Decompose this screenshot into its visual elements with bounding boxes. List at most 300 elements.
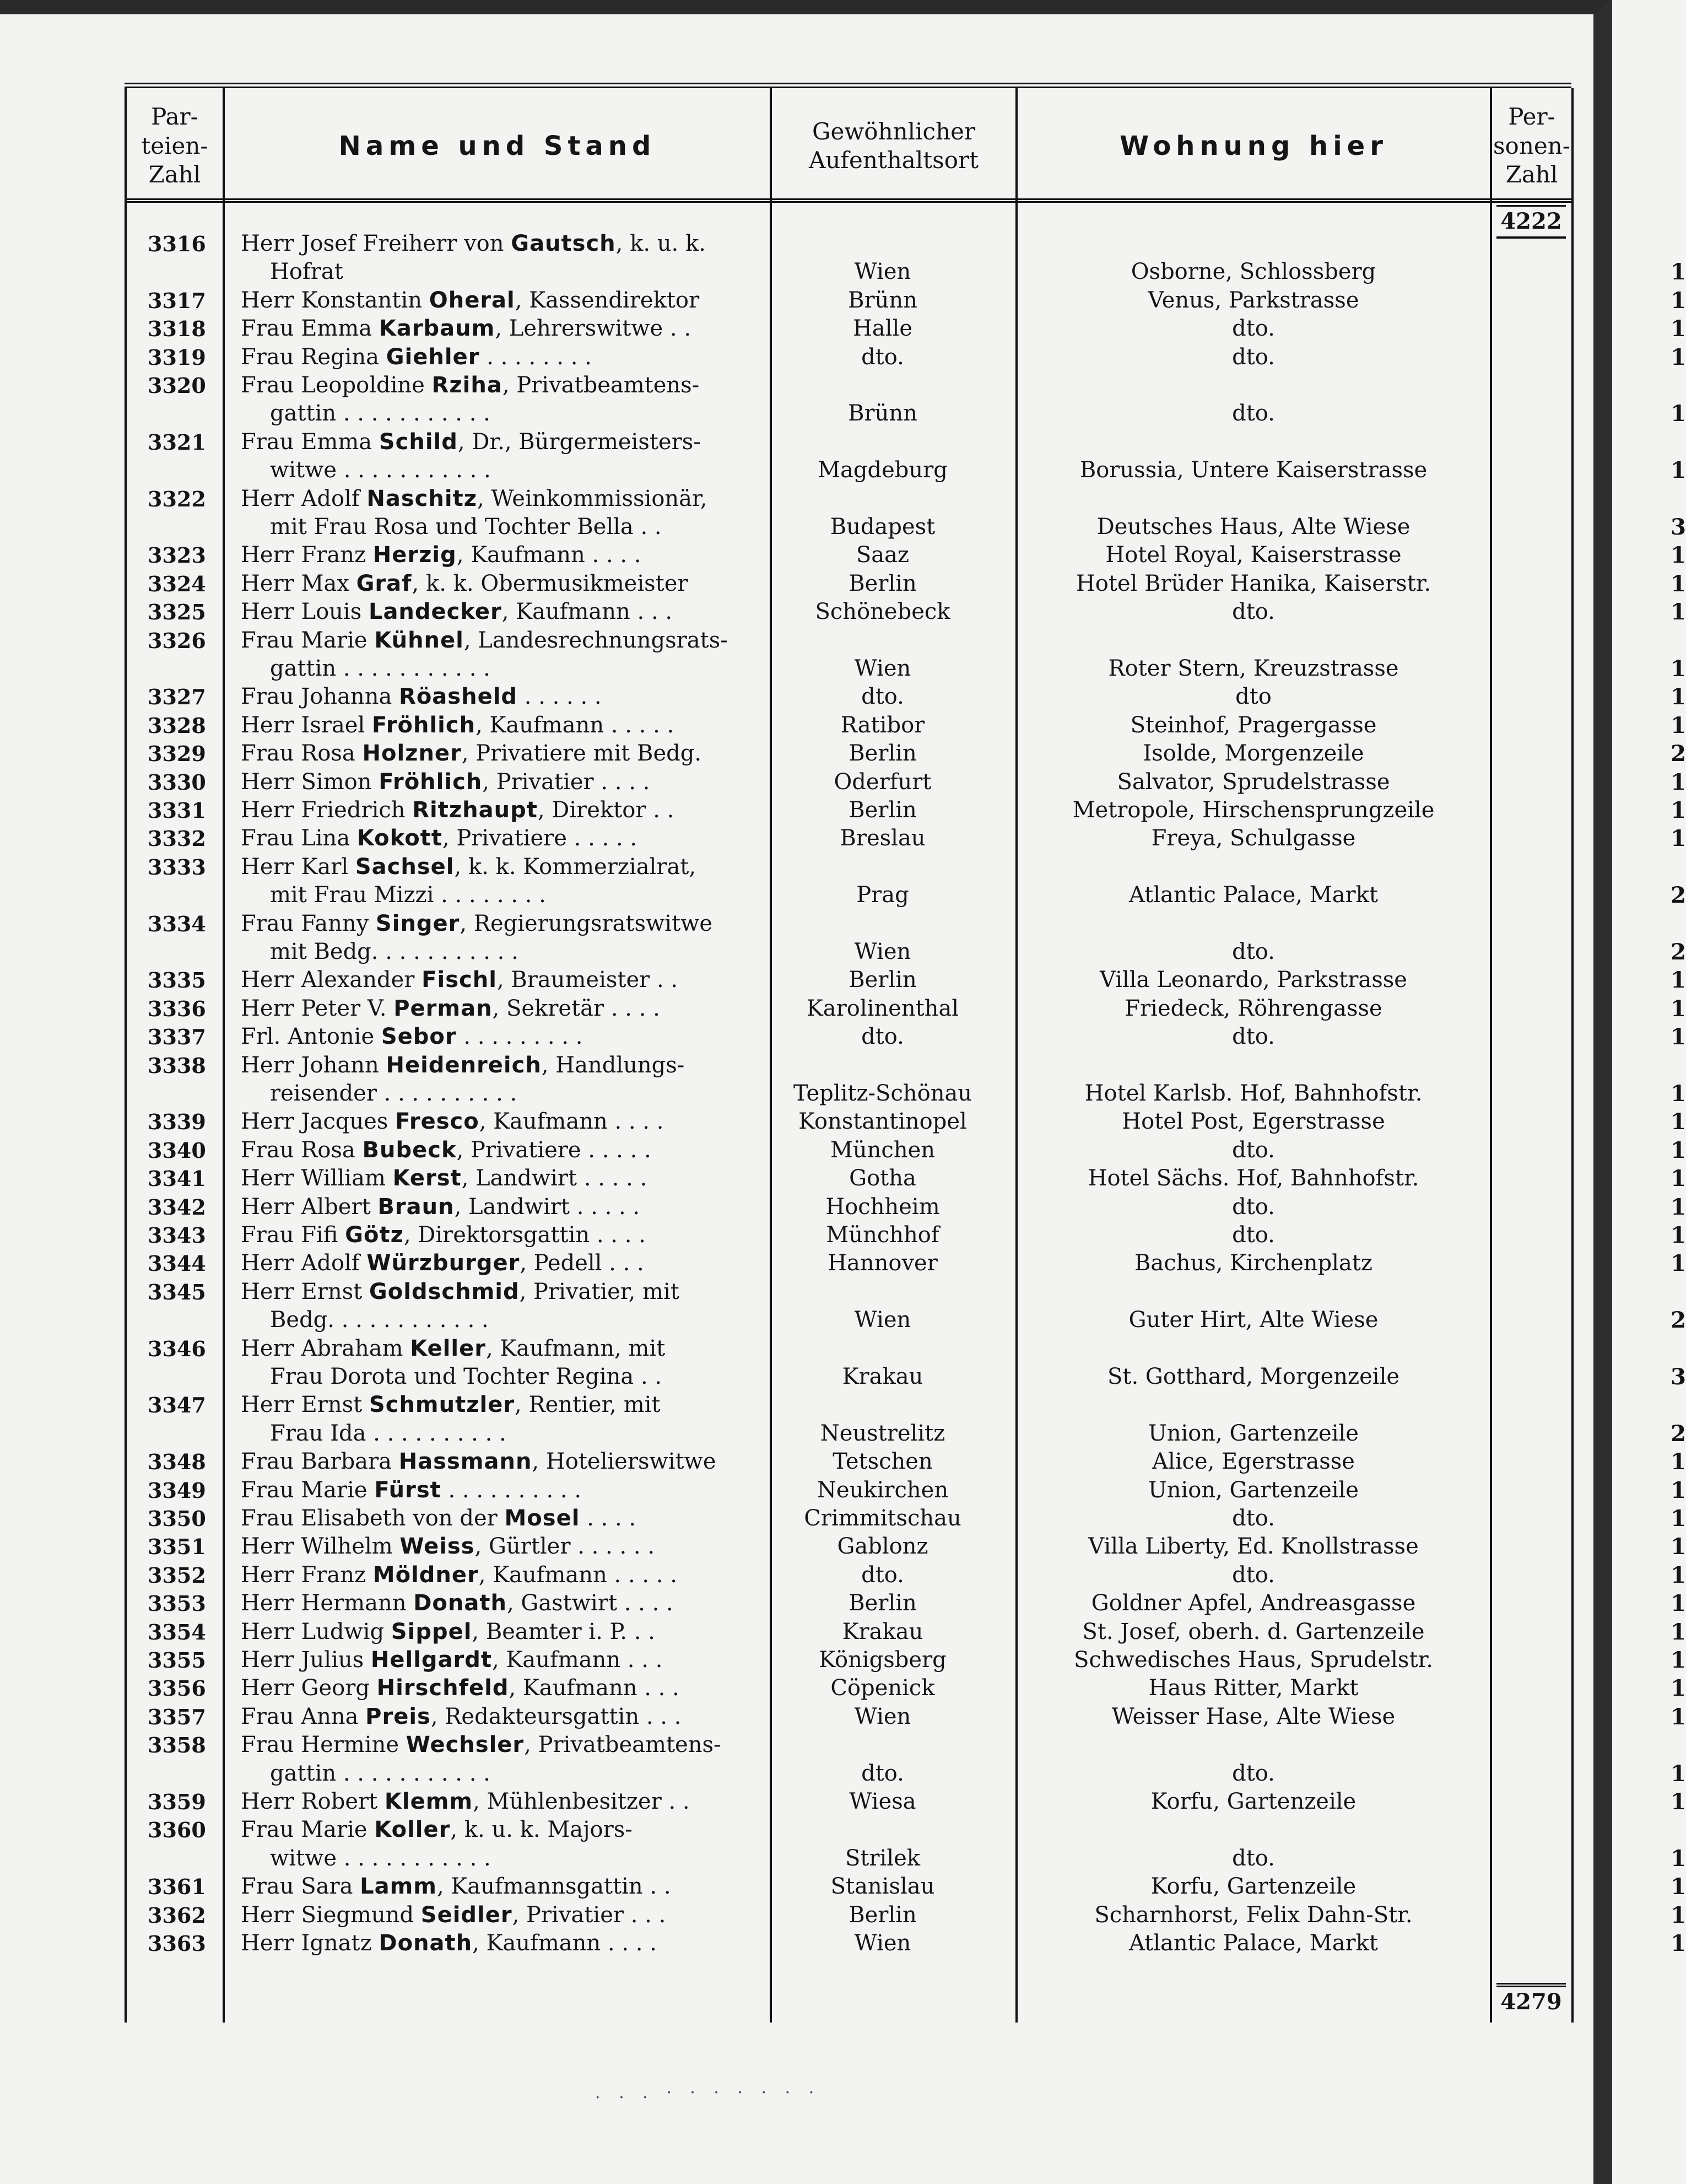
- guest-title: Frau Rosa: [241, 741, 363, 767]
- person-count: 1: [1671, 684, 1686, 710]
- guest-title: Herr Georg: [241, 1675, 377, 1701]
- usual-residence: Krakau: [842, 1363, 923, 1389]
- person-count: 1: [1671, 401, 1686, 427]
- guest-status: , Handlungs-: [541, 1052, 685, 1078]
- lodging-address: Bachus, Kirchenplatz: [1134, 1250, 1372, 1276]
- guest-status-continued: mit Frau Mizzi . . . . . . . .: [270, 882, 546, 908]
- usual-residence: Königsberg: [819, 1647, 947, 1673]
- guest-surname: Graf: [356, 570, 412, 596]
- lodging-address: Isolde, Morgenzeile: [1143, 741, 1364, 767]
- lodging-address: Atlantic Palace, Markt: [1129, 882, 1378, 908]
- table-row: [127, 995, 1686, 1023]
- party-number: 3361: [148, 1874, 206, 1900]
- guest-status: , Landwirt . . . . .: [461, 1166, 647, 1191]
- guest-surname: Schmutzler: [369, 1392, 515, 1418]
- party-number: 3358: [148, 1733, 206, 1758]
- lodging-address: dto.: [1232, 1845, 1275, 1871]
- lodging-address: dto.: [1232, 1562, 1275, 1588]
- table-row: [127, 1249, 1686, 1277]
- guest-surname: Perman: [393, 995, 493, 1021]
- guest-status: , Mühlenbesitzer . .: [473, 1789, 690, 1814]
- guest-title: Herr Konstantin: [241, 287, 429, 313]
- person-count: 2: [1671, 1420, 1686, 1447]
- person-count: 1: [1671, 1760, 1686, 1787]
- guest-title: Herr Alexander: [241, 967, 422, 993]
- guest-status: , Kassendirektor: [515, 287, 700, 313]
- guest-status: , Privatiere mit Bedg.: [461, 741, 702, 767]
- table-row: [127, 796, 1686, 824]
- party-number: 3343: [148, 1223, 206, 1248]
- guest-status: , k. u. k.: [615, 231, 706, 256]
- guest-surname: Wechsler: [406, 1732, 525, 1758]
- lodging-address: Korfu, Gartenzeile: [1150, 1789, 1357, 1814]
- usual-residence: Gablonz: [837, 1534, 928, 1560]
- guest-name: [241, 1731, 880, 1759]
- party-number: 3362: [148, 1902, 206, 1928]
- guest-title: Herr Adolf: [241, 1250, 367, 1276]
- table-row: [127, 1476, 1686, 1504]
- guest-surname: Ritzhaupt: [412, 797, 538, 823]
- party-number: 3346: [148, 1336, 206, 1361]
- party-number: 3316: [148, 231, 206, 256]
- table-row: [127, 1929, 1686, 1957]
- table-row: [127, 598, 1686, 626]
- guest-title: Frau Emma: [241, 429, 379, 455]
- lodging-address: Salvator, Sprudelstrasse: [1117, 769, 1390, 795]
- party-number: 3330: [148, 769, 206, 795]
- party-number: 3363: [148, 1931, 206, 1956]
- guest-title: Herr Friedrich: [241, 797, 413, 823]
- guest-surname: Donath: [413, 1590, 507, 1616]
- guest-title: Herr Julius: [241, 1647, 371, 1673]
- guest-title: Herr Franz: [241, 1562, 373, 1588]
- guest-surname: Oheral: [429, 287, 515, 313]
- guest-surname: Giehler: [386, 344, 480, 370]
- table-row: [127, 740, 1686, 768]
- guest-surname: Singer: [375, 910, 460, 936]
- guest-status: , Kaufmann . . . .: [456, 542, 641, 568]
- usual-residence: Wien: [854, 1703, 911, 1729]
- table-row: [127, 1788, 1686, 1816]
- person-count: 1: [1671, 995, 1686, 1022]
- table-row: [127, 768, 1686, 796]
- guest-status: , Privatbeamtens-: [502, 373, 700, 398]
- guest-name: [241, 485, 880, 513]
- usual-residence: Schönebeck: [815, 599, 950, 625]
- usual-residence: Hochheim: [825, 1194, 940, 1220]
- guest-status: , Direktorsgattin . . . .: [403, 1222, 646, 1248]
- guest-status-continued: gattin . . . . . . . . . . .: [270, 655, 490, 681]
- guest-title: Herr Franz: [241, 542, 373, 568]
- person-count: 1: [1671, 712, 1686, 738]
- lodging-address: dto.: [1232, 1137, 1275, 1163]
- table-row: [127, 1164, 1686, 1193]
- table-row: [127, 1561, 1686, 1589]
- lodging-address: Villa Leonardo, Parkstrasse: [1100, 967, 1407, 993]
- table-row: [127, 230, 1686, 287]
- guest-surname: Fürst: [374, 1477, 441, 1503]
- guest-surname: Mosel: [504, 1506, 580, 1531]
- usual-residence: Cöpenick: [830, 1675, 935, 1701]
- person-count: 1: [1671, 1930, 1686, 1956]
- guest-title: Frau Sara: [241, 1874, 360, 1900]
- guest-status: , Kaufmann . . . .: [479, 1109, 664, 1135]
- guest-status: , Regierungsratswitwe: [460, 910, 713, 936]
- lodging-address: Hotel Sächs. Hof, Bahnhofstr.: [1088, 1166, 1419, 1191]
- table-row: [127, 1703, 1686, 1731]
- party-number: 3328: [148, 713, 206, 738]
- lodging-address: Steinhof, Pragergasse: [1130, 712, 1377, 738]
- guest-title: Herr Jacques: [241, 1109, 396, 1135]
- guest-title: Herr Ludwig: [241, 1619, 391, 1644]
- lodging-address: dto: [1235, 684, 1272, 710]
- guest-title: Frau Marie: [241, 1817, 375, 1843]
- party-number: 3329: [148, 741, 206, 767]
- column-rule: [1571, 88, 1574, 2023]
- lodging-address: St. Josef, oberh. d. Gartenzeile: [1082, 1619, 1425, 1644]
- table-row: [127, 287, 1686, 315]
- lodging-address: dto.: [1232, 1760, 1275, 1786]
- guest-status-continued: witwe . . . . . . . . . . .: [270, 1845, 491, 1871]
- guest-name: [241, 1278, 880, 1306]
- table-row: [127, 315, 1686, 343]
- party-number: 3324: [148, 571, 206, 596]
- usual-residence: Berlin: [849, 570, 917, 596]
- guest-title: Frau Elisabeth von der: [241, 1506, 505, 1531]
- party-number: 3345: [148, 1279, 206, 1304]
- party-number: 3356: [148, 1676, 206, 1701]
- party-number: 3347: [148, 1393, 206, 1418]
- lodging-address: dto.: [1232, 1222, 1275, 1248]
- guest-title: Herr Adolf: [241, 486, 367, 511]
- guest-status-continued: mit Frau Rosa und Tochter Bella . .: [270, 514, 662, 540]
- usual-residence: Ratibor: [840, 712, 925, 738]
- guest-status-continued: Frau Ida . . . . . . . . . .: [270, 1420, 506, 1446]
- lodging-address: Haus Ritter, Markt: [1148, 1675, 1359, 1701]
- usual-residence: Berlin: [849, 967, 917, 993]
- table-row: [127, 1901, 1686, 1929]
- usual-residence: Münchhof: [826, 1222, 939, 1248]
- person-count: 1: [1671, 1845, 1686, 1872]
- guest-title: Frau Fanny: [241, 910, 376, 936]
- guest-surname: Heidenreich: [386, 1052, 542, 1078]
- lodging-address: dto.: [1232, 599, 1275, 625]
- lodging-address: Deutsches Haus, Alte Wiese: [1096, 514, 1411, 540]
- guest-status: . . . . . . . . .: [456, 1024, 583, 1050]
- guest-status-continued: Bedg. . . . . . . . . . . .: [270, 1307, 489, 1333]
- person-count: 1: [1671, 344, 1686, 370]
- guest-surname: Keller: [410, 1335, 486, 1361]
- usual-residence: Berlin: [849, 797, 917, 823]
- usual-residence: Berlin: [849, 1590, 917, 1616]
- party-number: 3360: [148, 1818, 206, 1843]
- guest-status-continued: mit Bedg. . . . . . . . . . .: [270, 939, 518, 964]
- guest-title: Herr Abraham: [241, 1335, 410, 1361]
- table-row: [127, 1618, 1686, 1646]
- person-count: 2: [1671, 741, 1686, 767]
- lodging-address: dto.: [1232, 939, 1275, 964]
- usual-residence: Halle: [853, 316, 912, 342]
- guest-surname: Gautsch: [511, 231, 616, 256]
- usual-residence: Teplitz-Schönau: [793, 1080, 972, 1106]
- usual-residence: Neustrelitz: [820, 1420, 945, 1446]
- guest-status: , k. k. Kommerzialrat,: [454, 854, 696, 880]
- guest-name: [241, 627, 880, 655]
- party-number: 3319: [148, 344, 206, 370]
- guest-title: Herr Hermann: [241, 1590, 414, 1616]
- person-count: 1: [1671, 1534, 1686, 1560]
- person-count: 1: [1671, 599, 1686, 625]
- table-row: [127, 711, 1686, 740]
- party-number: 3336: [148, 996, 206, 1021]
- guest-name: [241, 1816, 880, 1844]
- party-number: 3332: [148, 826, 206, 851]
- guest-status: , Kaufmann . . .: [509, 1675, 679, 1701]
- person-count: 1: [1671, 316, 1686, 342]
- person-count: 1: [1671, 1562, 1686, 1588]
- guest-status: , Dr., Bürgermeisters-: [457, 429, 701, 455]
- guest-surname: Seidler: [420, 1902, 512, 1928]
- lodging-address: St. Gotthard, Morgenzeile: [1107, 1363, 1400, 1389]
- guest-status: , Privatiere . . . . .: [456, 1137, 651, 1163]
- guest-status: . . . . . . . .: [479, 344, 592, 370]
- table-row: [127, 1873, 1686, 1901]
- guest-surname: Preis: [365, 1703, 431, 1729]
- guest-status: , Gürtler . . . . . .: [474, 1534, 655, 1560]
- person-count: 1: [1671, 259, 1686, 285]
- lodging-address: Hotel Post, Egerstrasse: [1122, 1109, 1385, 1135]
- sum-total: 4279: [1496, 1983, 1566, 2017]
- guest-status: , Lehrerswitwe . .: [495, 316, 691, 342]
- header-person-count: Per- sonen- Zahl: [1493, 103, 1570, 188]
- party-number: 3354: [148, 1619, 206, 1644]
- guest-title: Frau Rosa: [241, 1137, 363, 1163]
- lodging-address: Union, Gartenzeile: [1148, 1477, 1359, 1503]
- lodging-address: Union, Gartenzeile: [1148, 1420, 1359, 1446]
- lodging-address: Metropole, Hirschensprungzeile: [1072, 797, 1435, 823]
- guest-name: [241, 428, 880, 456]
- guest-status: , Landwirt . . . . .: [454, 1194, 640, 1220]
- person-count: 3: [1671, 1363, 1686, 1390]
- party-number: 3338: [148, 1053, 206, 1078]
- party-number: 3334: [148, 911, 206, 936]
- person-count: 1: [1671, 570, 1686, 597]
- usual-residence: Neukirchen: [817, 1477, 949, 1503]
- guest-name: [241, 371, 880, 400]
- party-number: 3327: [148, 684, 206, 710]
- lodging-address: Scharnhorst, Felix Dahn-Str.: [1094, 1902, 1413, 1928]
- usual-residence: dto.: [861, 344, 904, 370]
- party-number: 3357: [148, 1704, 206, 1729]
- guest-surname: Goldschmid: [369, 1279, 520, 1304]
- guest-name: [241, 910, 880, 938]
- lodging-address: dto.: [1232, 1506, 1275, 1531]
- party-number: 3322: [148, 486, 206, 511]
- carried-total: 4222: [1496, 205, 1566, 239]
- table-row: [127, 1816, 1686, 1873]
- guest-status: , Privatier . . . .: [482, 769, 650, 795]
- usual-residence: Karolinenthal: [806, 995, 959, 1021]
- guest-status-continued: Frau Dorota und Tochter Regina . .: [270, 1363, 662, 1389]
- guest-title: Herr Josef Freiherr von: [241, 231, 511, 256]
- usual-residence: dto.: [861, 1562, 904, 1588]
- guest-status: , Kaufmann . . . . .: [478, 1562, 677, 1588]
- usual-residence: Gotha: [849, 1166, 916, 1191]
- person-count: 1: [1671, 1024, 1686, 1050]
- guest-status: , k. u. k. Majors-: [450, 1817, 633, 1843]
- person-count: 1: [1671, 1590, 1686, 1617]
- guest-status-continued: witwe . . . . . . . . . . .: [270, 457, 491, 483]
- lodging-address: Friedeck, Röhrengasse: [1125, 995, 1382, 1021]
- party-number: 3340: [148, 1137, 206, 1163]
- guest-surname: Hassmann: [398, 1449, 532, 1475]
- guest-title: Frau Regina: [241, 344, 386, 370]
- usual-residence: Wien: [854, 655, 911, 681]
- guest-title: Frau Hermine: [241, 1732, 406, 1758]
- guest-title: Frau Leopoldine: [241, 373, 432, 398]
- party-number: 3333: [148, 854, 206, 880]
- party-number: 3323: [148, 543, 206, 568]
- guest-name: [241, 230, 880, 258]
- guest-title: Frau Fifi: [241, 1222, 345, 1248]
- person-count: 1: [1671, 1080, 1686, 1107]
- lodging-address: dto.: [1232, 316, 1275, 342]
- guest-status: , Privatbeamtens-: [524, 1732, 721, 1758]
- lodging-address: Villa Liberty, Ed. Knollstrasse: [1088, 1534, 1419, 1560]
- party-number: 3350: [148, 1506, 206, 1531]
- person-count: 1: [1671, 826, 1686, 852]
- usual-residence: Konstantinopel: [798, 1109, 967, 1135]
- guest-surname: Rziha: [431, 373, 502, 398]
- guest-title: Frau Emma: [241, 316, 379, 342]
- table-row: [127, 1051, 1686, 1108]
- usual-residence: dto.: [861, 684, 904, 710]
- table-row: [127, 824, 1686, 853]
- person-count: 1: [1671, 1874, 1686, 1900]
- guest-status: . . . . . .: [517, 684, 602, 710]
- usual-residence: Krakau: [842, 1619, 923, 1644]
- guest-name: [241, 853, 880, 881]
- guest-status: , Pedell . . .: [520, 1250, 644, 1276]
- lodging-address: dto.: [1232, 401, 1275, 427]
- guest-status: , Braumeister . .: [496, 967, 678, 993]
- usual-residence: Magdeburg: [818, 457, 948, 483]
- guest-status: , Kaufmann . . . .: [472, 1930, 657, 1956]
- party-number: 3351: [148, 1534, 206, 1560]
- header-party-count: Par- teien- Zahl: [141, 103, 208, 188]
- table-row: [127, 371, 1686, 428]
- person-count: 1: [1671, 769, 1686, 795]
- lodging-address: Hotel Karlsb. Hof, Bahnhofstr.: [1084, 1080, 1423, 1106]
- party-number: 3320: [148, 373, 206, 398]
- guest-status-continued: Hofrat: [270, 259, 343, 285]
- party-number: 3317: [148, 288, 206, 313]
- person-count: 1: [1671, 655, 1686, 682]
- person-count: 1: [1671, 1902, 1686, 1928]
- person-count: 1: [1671, 1619, 1686, 1645]
- lodging-address: Korfu, Gartenzeile: [1150, 1874, 1357, 1900]
- person-count: 2: [1671, 939, 1686, 965]
- guest-status: . . . .: [580, 1506, 636, 1531]
- party-number: 3337: [148, 1024, 206, 1050]
- party-number: 3353: [148, 1591, 206, 1616]
- usual-residence: Brünn: [848, 401, 917, 427]
- guest-surname: Fischl: [422, 967, 497, 993]
- table-row: [127, 485, 1686, 542]
- guest-surname: Koller: [374, 1817, 451, 1843]
- guest-surname: Möldner: [372, 1562, 479, 1588]
- guest-surname: Kokott: [356, 826, 442, 851]
- usual-residence: Stanislau: [830, 1874, 935, 1900]
- guest-title: Herr William: [241, 1166, 393, 1191]
- table-row: [127, 1533, 1686, 1561]
- person-count: 1: [1671, 457, 1686, 484]
- lodging-address: dto.: [1232, 1024, 1275, 1050]
- person-count: 3: [1671, 514, 1686, 540]
- guest-surname: Karbaum: [379, 316, 495, 342]
- guest-title: Herr Siegmund: [241, 1902, 421, 1928]
- usual-residence: Wien: [854, 1930, 911, 1956]
- table-row: [127, 1335, 1686, 1392]
- table-row: [127, 966, 1686, 994]
- usual-residence: Budapest: [830, 514, 936, 540]
- guest-status: , Kaufmann . . . . .: [475, 712, 674, 738]
- usual-residence: München: [830, 1137, 936, 1163]
- guest-surname: Götz: [345, 1222, 404, 1248]
- party-number: 3331: [148, 798, 206, 823]
- person-count: 1: [1671, 1647, 1686, 1673]
- guest-status: , Rentier, mit: [515, 1392, 661, 1418]
- guest-status: , Kaufmannsgattin . .: [436, 1874, 671, 1900]
- person-count: 1: [1671, 1449, 1686, 1475]
- party-number: 3342: [148, 1194, 206, 1220]
- guest-title: Frau Marie: [241, 1477, 375, 1503]
- guest-status: , Kaufmann . . .: [501, 599, 673, 625]
- party-number: 3339: [148, 1109, 206, 1135]
- table-row: [127, 1136, 1686, 1164]
- guest-status: , Kaufmann, mit: [485, 1335, 666, 1361]
- guest-status-continued: gattin . . . . . . . . . . .: [270, 401, 490, 427]
- guest-surname: Naschitz: [366, 486, 477, 511]
- lodging-address: dto.: [1232, 344, 1275, 370]
- person-count: 1: [1671, 1477, 1686, 1503]
- table-row: [127, 1391, 1686, 1448]
- lodging-address: Hotel Brüder Hanika, Kaiserstr.: [1076, 570, 1431, 596]
- guest-title: Herr Max: [241, 570, 356, 596]
- guest-title: Frau Johanna: [241, 684, 399, 710]
- table-row: [127, 1448, 1686, 1476]
- lodging-address: Schwedisches Haus, Sprudelstr.: [1074, 1647, 1433, 1673]
- guest-title: Frau Lina: [241, 826, 357, 851]
- party-number: 3355: [148, 1648, 206, 1673]
- header-usual-residence: Gewöhnlicher Aufenthaltsort: [809, 117, 979, 174]
- guest-status: , Hotelierswitwe: [532, 1449, 716, 1475]
- guest-status: , Privatier . . .: [512, 1902, 666, 1928]
- guest-surname: Fröhlich: [372, 712, 476, 738]
- lodging-address: Venus, Parkstrasse: [1148, 287, 1359, 313]
- person-count: 1: [1671, 542, 1686, 569]
- guest-status: , Beamter i. P. . .: [472, 1619, 655, 1644]
- person-count: 1: [1671, 1789, 1686, 1815]
- usual-residence: Berlin: [849, 1902, 917, 1928]
- party-number: 3326: [148, 628, 206, 653]
- lodging-address: Atlantic Palace, Markt: [1129, 1930, 1378, 1956]
- guest-status: , Kaufmann . . .: [492, 1647, 663, 1673]
- lodging-address: Goldner Apfel, Andreasgasse: [1091, 1590, 1416, 1616]
- person-count: 1: [1671, 967, 1686, 994]
- party-number: 3321: [148, 429, 206, 455]
- guest-title: Herr Robert: [241, 1789, 385, 1814]
